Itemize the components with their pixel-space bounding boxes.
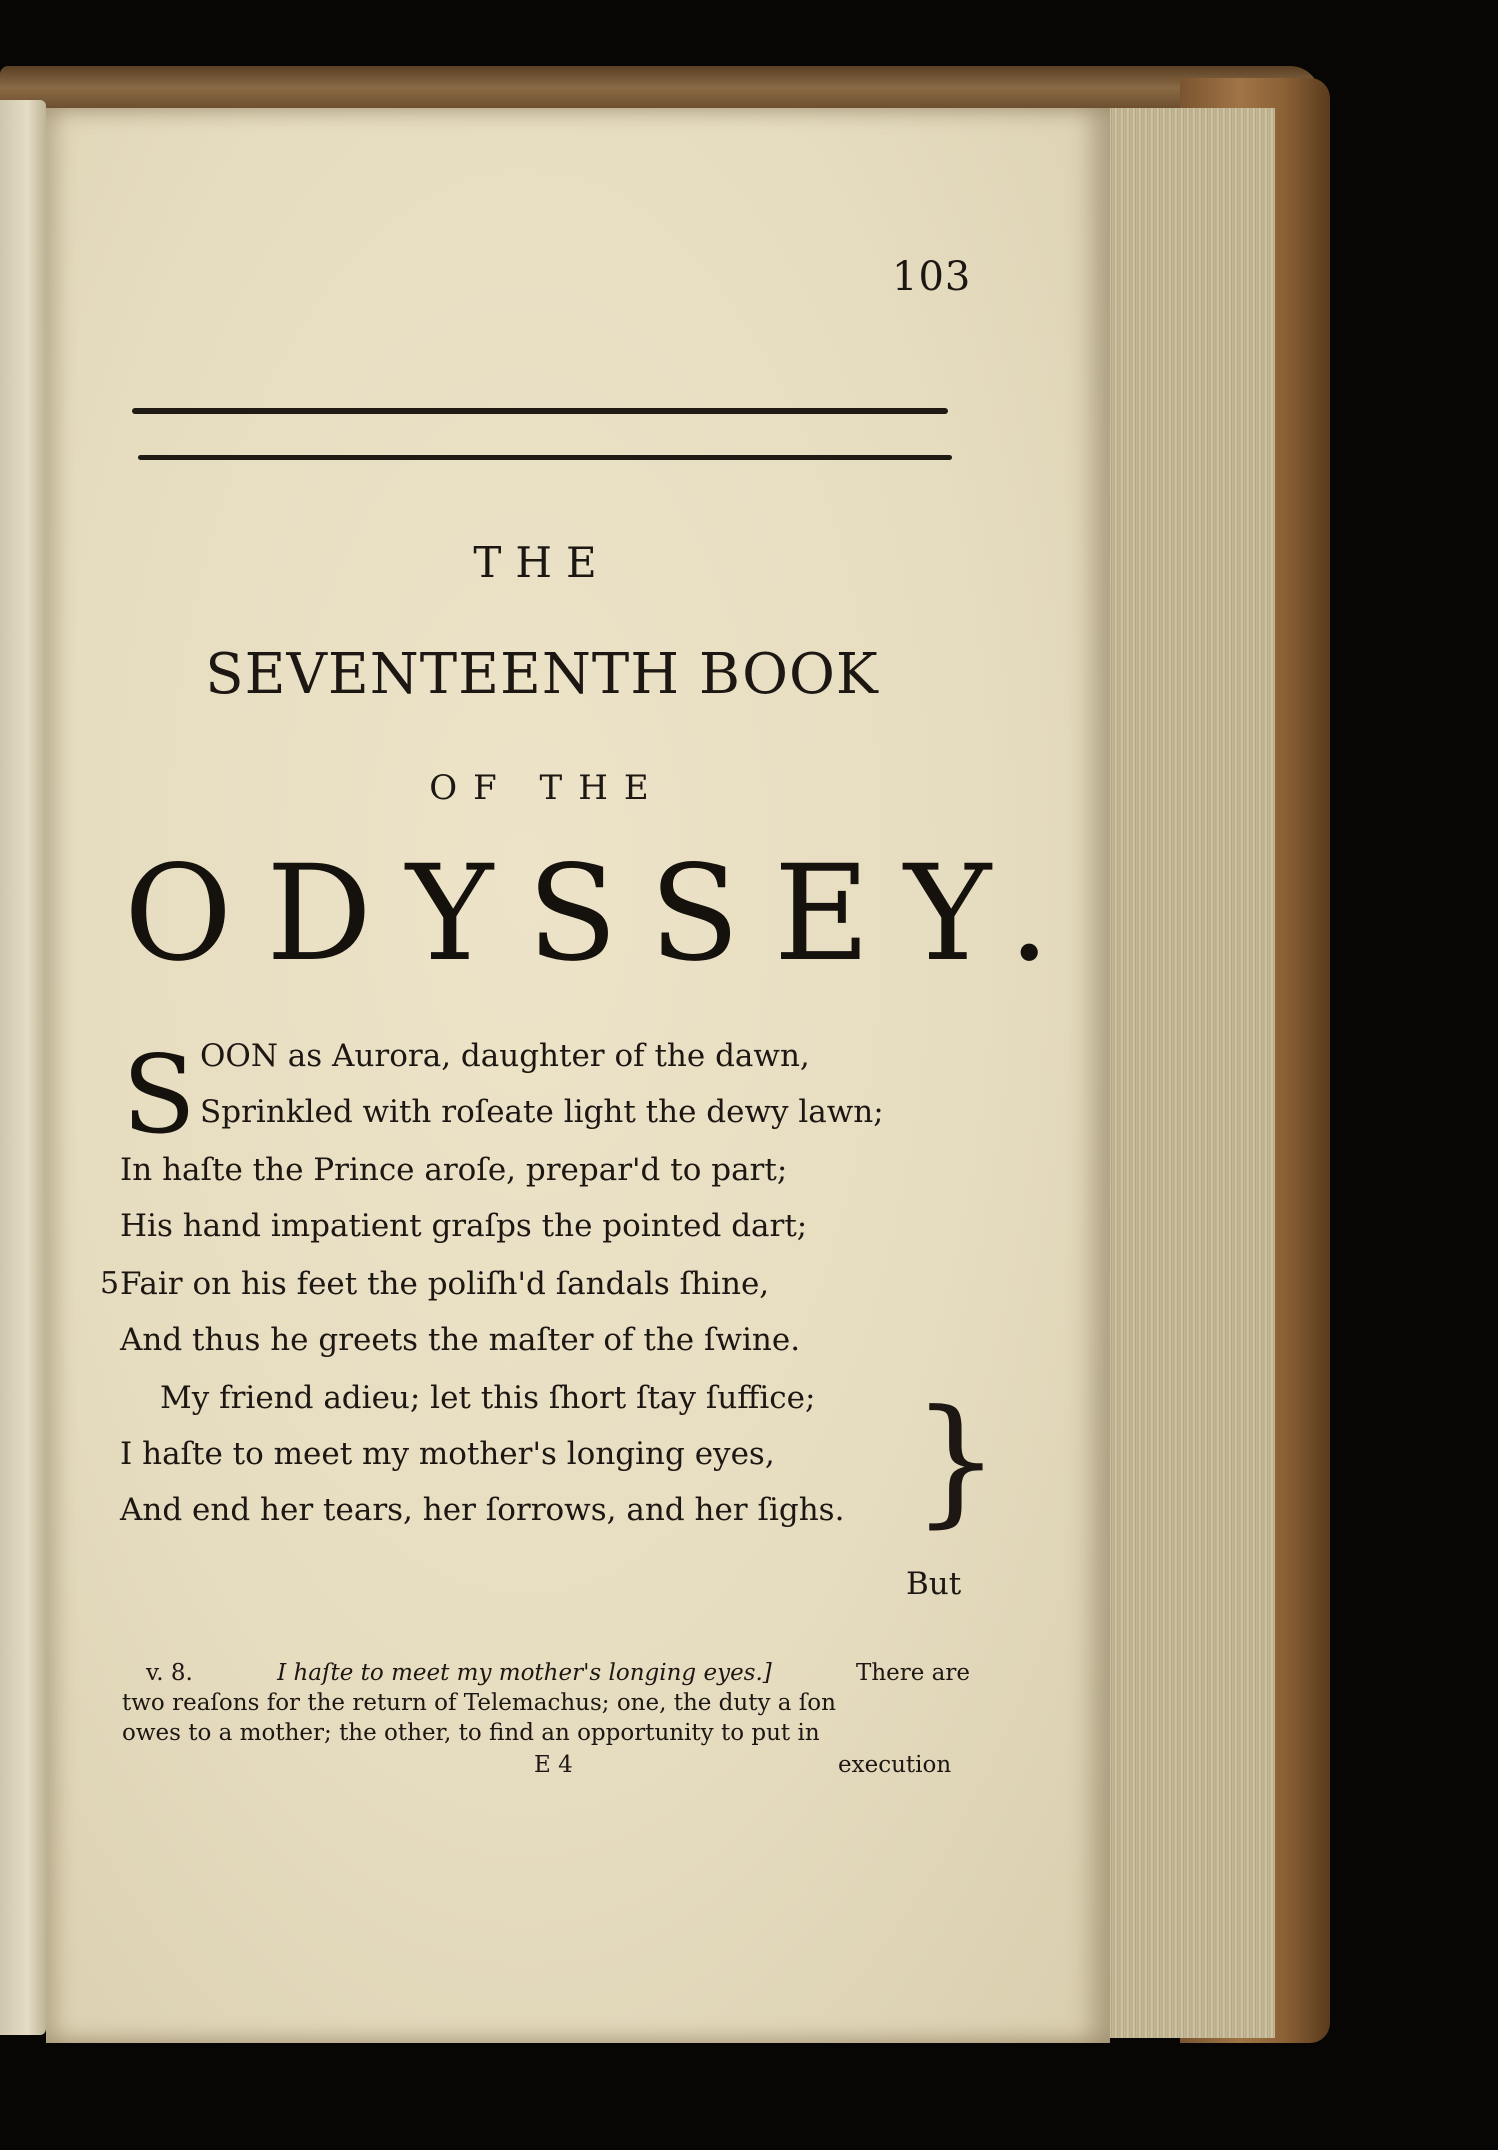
line-number-5: 5 bbox=[100, 1266, 120, 1301]
header-rule-bottom bbox=[138, 455, 952, 460]
title-book: SEVENTEENTH BOOK bbox=[205, 642, 879, 707]
page-number: 103 bbox=[892, 254, 972, 300]
footnote-ref: v. 8. bbox=[146, 1660, 193, 1686]
catchword: But bbox=[906, 1566, 962, 1602]
signature-mark: E 4 bbox=[534, 1752, 573, 1778]
page-block-edges bbox=[1100, 108, 1275, 2038]
verse-line-4: His hand impatient graſps the pointed dart; bbox=[120, 1208, 808, 1244]
verse-line-3: In haſte the Prince aroſe, prepar'd to part; bbox=[120, 1152, 788, 1188]
verse-line-8: I haſte to meet my mother's longing eyes, bbox=[120, 1436, 775, 1472]
title-odyssey: ODYSSEY. bbox=[124, 837, 1085, 991]
footnote-catchword: execution bbox=[838, 1752, 952, 1778]
verse-line-1: OON as Aurora, daughter of the dawn, bbox=[200, 1038, 810, 1074]
verse-line-6: And thus he greets the maſter of the ſwine. bbox=[120, 1322, 801, 1358]
left-page-edge bbox=[0, 100, 46, 2035]
header-rule-top bbox=[132, 408, 948, 414]
verse-line-5: Fair on his feet the poliſh'd ſandals ſhine, bbox=[120, 1266, 770, 1302]
verse-line-9: And end her tears, her ſorrows, and her ſighs. bbox=[120, 1492, 845, 1528]
footnote-quote: I haſte to meet my mother's longing eyes.] bbox=[277, 1660, 772, 1686]
book-binding-top bbox=[0, 66, 1320, 110]
footnote-line-2: two reaſons for the return of Telemachus; one, the duty a ſon bbox=[122, 1690, 836, 1716]
triplet-brace: } bbox=[912, 1380, 1000, 1541]
footnote-line-1-rest: There are bbox=[855, 1660, 970, 1686]
drop-cap: S bbox=[122, 1033, 196, 1158]
title-of-the: OF THE bbox=[429, 768, 665, 808]
verse-line-7: My friend adieu; let this ſhort ſtay ſuffice; bbox=[160, 1380, 816, 1416]
footnote-line-3: owes to a mother; the other, to find an opportunity to put in bbox=[122, 1720, 820, 1746]
verse-line-2: Sprinkled with roſeate light the dewy lawn; bbox=[200, 1094, 884, 1130]
title-the: THE bbox=[473, 538, 611, 587]
footnote-line-1 bbox=[122, 1660, 970, 1690]
